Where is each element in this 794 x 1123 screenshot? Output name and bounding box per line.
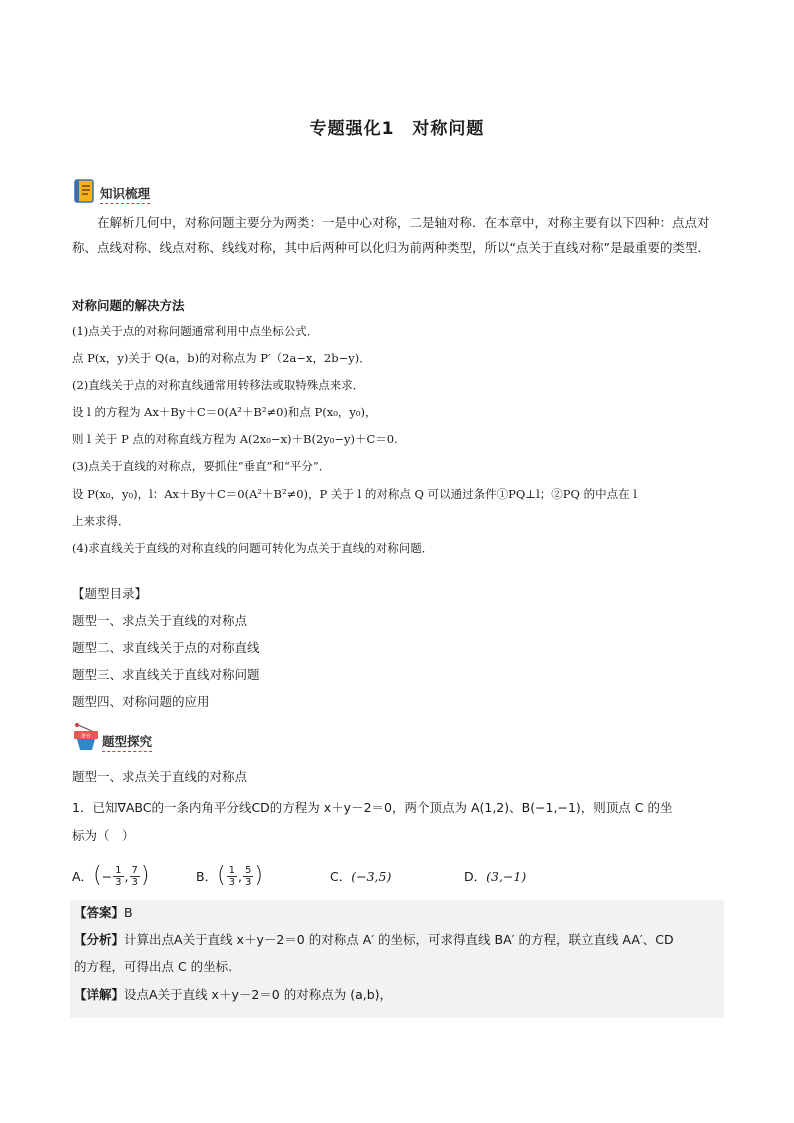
notebook-icon: [72, 178, 98, 204]
analysis-line: 【分析】计算出点A关于直线 x＋y－2＝0 的对称点 A′ 的坐标，可求得直线 BA′ 的方程，联立直线 AA′、CD: [74, 932, 674, 947]
explore-section-heading: [72, 722, 152, 752]
option-c[interactable]: C． (−3,5): [330, 868, 392, 884]
toc-item: 题型三、求直线关于直线对称问题: [72, 667, 260, 682]
fraction: $\frac{7}{3}$: [131, 864, 138, 888]
fraction: $\frac{1}{3}$: [228, 864, 236, 888]
toc-item: 题型四、对称问题的应用: [72, 694, 210, 709]
type-title: 题型一、求点关于直线的对称点: [72, 769, 248, 784]
answer-options: [72, 860, 672, 892]
method-item: (3)点关于直线的对称点，要抓住“垂直”和“平分”．: [72, 459, 331, 473]
method-item: (4)求直线关于直线的对称直线的问题可转化为点关于直线的对称问题．: [72, 541, 434, 555]
knowledge-section-heading: [72, 178, 150, 204]
method-item: (2)直线关于点的对称直线通常用转移法或取特殊点来求．: [72, 378, 365, 392]
option-b[interactable]: B． ( $\frac{1}{3}$ , $\frac{5}{3}$ ): [196, 863, 263, 888]
option-label: D．: [464, 869, 487, 884]
page-title: 专题强化1 对称问题: [309, 119, 485, 139]
option-a[interactable]: A． ( − $\frac{1}{3}$ , $\frac{7}{3}$ ): [72, 863, 150, 888]
question-line: 标为（ ）: [72, 828, 135, 843]
answer-value: B: [124, 905, 133, 920]
fraction: $\frac{5}{3}$: [245, 864, 252, 888]
badge-text: 讲台: [80, 733, 92, 740]
section-label: 题型探究: [102, 732, 152, 752]
section-label: 知识梳理: [100, 184, 150, 204]
toc-item: 题型一、求点关于直线的对称点: [72, 613, 248, 628]
method-item: (1)点关于点的对称问题通常利用中点坐标公式．: [72, 324, 319, 338]
method-item: 设 P(x₀，y₀)，l：Ax＋By＋C＝0(A²＋B²≠0)，P 关于 l 的对称点 Q 可以通过条件①PQ⊥l；②PQ 的中点在 l: [72, 487, 637, 501]
fraction: $\frac{1}{3}$: [115, 864, 122, 888]
method-item: 则 l 关于 P 点的对称直线方程为 A(2x₀−x)＋B(2y₀−y)＋C＝0.: [72, 432, 398, 446]
option-label: B．: [196, 869, 218, 884]
lectern-icon: [72, 722, 100, 752]
method-title: 对称问题的解决方法: [72, 298, 185, 313]
option-label: C．: [330, 869, 352, 884]
option-d[interactable]: D． (3,−1): [464, 868, 527, 884]
method-item: 点 P(x，y)关于 Q(a，b)的对称点为 P′（2a−x，2b−y)．: [72, 351, 371, 365]
method-item: 设 l 的方程为 Ax＋By＋C＝0(A²＋B²≠0)和点 P(x₀，y₀)，: [72, 405, 377, 419]
toc-item: 题型二、求直线关于点的对称直线: [72, 640, 260, 655]
method-item: 上来求得．: [72, 514, 130, 528]
toc-title: 【题型目录】: [72, 586, 148, 601]
analysis-line-2: 的方程，可得出点 C 的坐标.: [74, 959, 233, 974]
question-line: 1．已知∇ABC的一条内角平分线CD的方程为 x＋y－2＝0，两个顶点为 A(1,2)、B(−1,−1)，则顶点 C 的坐: [72, 800, 673, 815]
answer-line: 【答案】B: [74, 905, 133, 920]
intro-paragraph: 在解析几何中，对称问题主要分为两类：一是中心对称，二是轴对称．在本章中，对称主要有以下四种：点点对称、点线对称、线点对称、线线对称，其中后两种可以化归为前两种类型，所以“点关于直线对称”是最重要的类型．: [72, 215, 710, 255]
detail-line: 【详解】设点A关于直线 x＋y－2＝0 的对称点为 (a,b)，: [74, 987, 393, 1002]
option-label: A．: [72, 869, 94, 884]
